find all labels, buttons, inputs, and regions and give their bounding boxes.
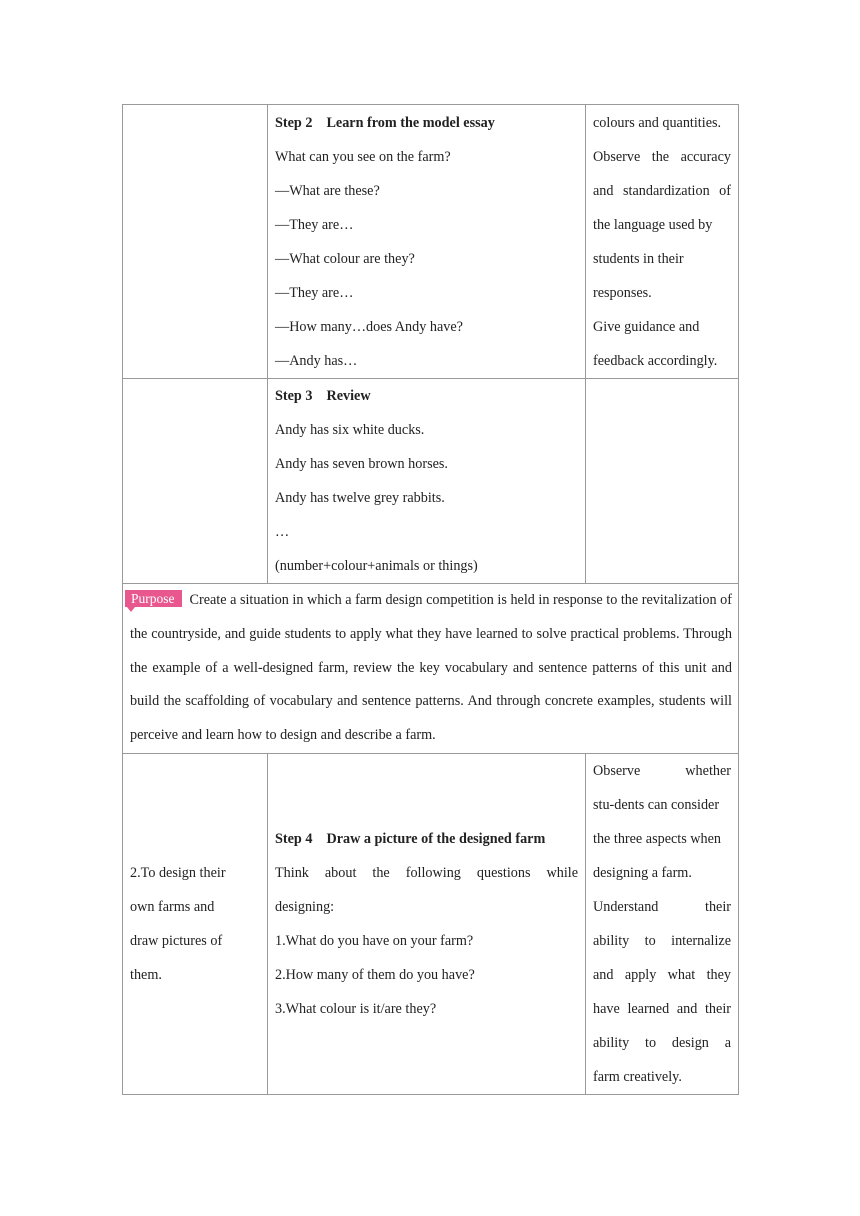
assessment-line: feedback accordingly.: [593, 353, 718, 369]
step-3-line: Andy has six white ducks.: [275, 422, 425, 438]
assessment-line: stu-dents can consider: [593, 796, 720, 813]
step-4-question: 2.How many of them do you have?: [275, 966, 475, 983]
step-3-heading: [275, 379, 578, 413]
objective-line: draw pictures of: [130, 932, 223, 949]
step-2-title: Learn from the model essay: [326, 115, 495, 131]
purpose-cell: [123, 584, 739, 754]
table-row-step-4: [123, 753, 739, 1094]
assessment-cell-empty: [586, 379, 739, 584]
step-3-label: Step 3: [275, 388, 313, 404]
step-4-question: 1.What do you have on your farm?: [275, 932, 474, 949]
purpose-paragraph: [130, 584, 732, 753]
assessment-line: responses.: [593, 285, 652, 301]
activity-cell-step-2: [268, 105, 586, 379]
objective-line: them.: [130, 966, 162, 983]
objective-line: 2.To design their: [130, 864, 226, 881]
purpose-badge-label: Purpose: [131, 591, 175, 606]
assessment-line: farm creatively.: [593, 1068, 682, 1085]
step-3-line: (number+colour+animals or things): [275, 558, 478, 574]
step-2-line: —How many…does Andy have?: [275, 319, 463, 335]
step-3-line: Andy has twelve grey rabbits.: [275, 490, 445, 506]
assessment-line: Observe the accuracy: [593, 149, 731, 165]
step-2-line: —They are…: [275, 217, 354, 233]
badge-tail-icon: [127, 607, 135, 612]
step-2-line: —They are…: [275, 285, 354, 301]
lesson-plan-table: [122, 104, 739, 1095]
objective-cell-empty: [123, 105, 268, 379]
objective-line: own farms and: [130, 898, 215, 915]
purpose-badge: [125, 590, 182, 607]
assessment-line: Understand their: [593, 898, 731, 915]
step-4-heading: [275, 822, 578, 856]
step-3-line: …: [275, 524, 290, 540]
step-4-intro: Think about the following questions while: [275, 864, 578, 881]
assessment-line: the three aspects when: [593, 830, 722, 847]
table-row-purpose: [123, 584, 739, 754]
step-2-line: What can you see on the farm?: [275, 149, 451, 165]
assessment-line: and apply what they: [593, 966, 731, 983]
activity-cell-step-3: [268, 379, 586, 584]
purpose-text: Create a situation in which a farm design competition is held in response to the revitalization of the countryside, and guide students to apply what they have learned to solve practical problems. Through the example of a well-designed farm, review the key vocabulary and sentence patterns of this unit and build the scaffolding of vocabulary and sentence patterns. And through concrete examples, students will perceive and learn how to design and describe a farm.: [130, 592, 732, 744]
step-2-heading: [275, 106, 578, 140]
assessment-cell-step-2: [586, 105, 739, 379]
assessment-line: students in their: [593, 251, 684, 267]
assessment-line: ability to internalize: [593, 932, 731, 949]
step-3-title: Review: [326, 388, 371, 404]
assessment-line: designing a farm.: [593, 864, 692, 881]
step-2-line: —What colour are they?: [275, 251, 415, 267]
activity-cell-step-4: [268, 753, 586, 1094]
assessment-line: Observe whether: [593, 762, 731, 779]
assessment-cell-step-4: [586, 753, 739, 1094]
assessment-line: the language used by: [593, 217, 713, 233]
step-3-line: Andy has seven brown horses.: [275, 456, 448, 472]
step-2-line: —What are these?: [275, 183, 380, 199]
step-2-line: —Andy has…: [275, 353, 358, 369]
assessment-line: colours and quantities.: [593, 115, 722, 131]
step-4-intro-cont: designing:: [275, 898, 335, 915]
objective-cell-empty: [123, 379, 268, 584]
objective-cell-2: [123, 753, 268, 1094]
table-row-step-3: [123, 379, 739, 584]
table-row-step-2: [123, 105, 739, 379]
step-4-title: Draw a picture of the designed farm: [326, 830, 546, 847]
step-4-label: Step 4: [275, 830, 313, 847]
step-2-label: Step 2: [275, 115, 313, 131]
assessment-line: and standardization of: [593, 183, 731, 199]
step-4-question: 3.What colour is it/are they?: [275, 1000, 437, 1017]
assessment-line: ability to design a: [593, 1034, 731, 1051]
assessment-line: Give guidance and: [593, 319, 700, 335]
assessment-line: have learned and their: [593, 1000, 731, 1017]
